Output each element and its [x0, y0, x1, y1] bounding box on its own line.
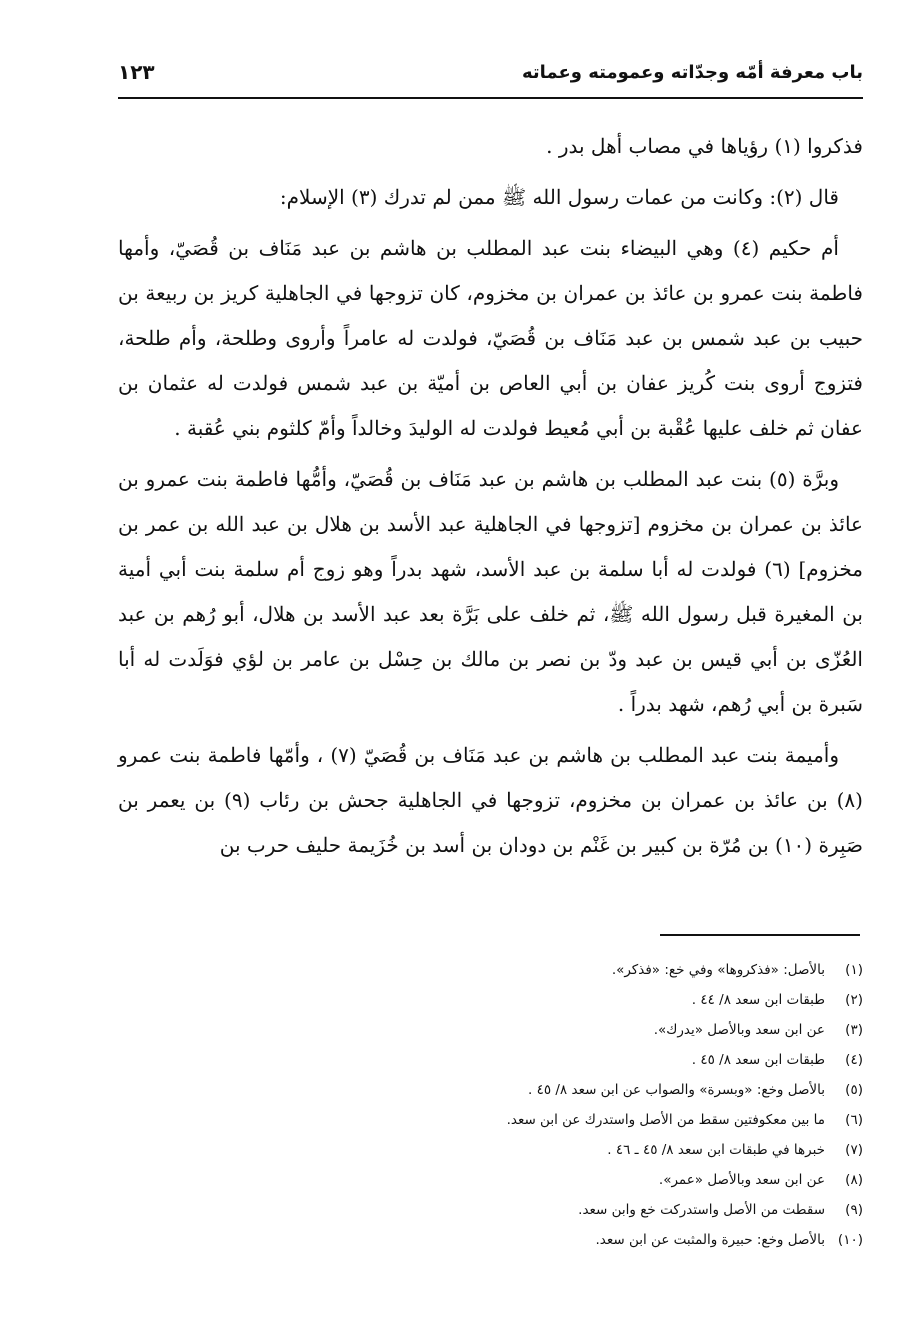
footnote-item [118, 1045, 863, 1075]
paragraph: وبرَّة (٥) بنت عبد المطلب بن هاشم بن عبد مَنَاف بن قُصَيّ، وأمُّها فاطمة بنت عمرو بن عائذ بن عمران بن مخزوم [تزوجها في الجاهلية عبد الأسد بن هلال بن عبد الله بن عمر بن مخزوم] (٦) فولدت له أبا سلمة بن عبد الأسد، شهد بدراً وهو زوج أم سلمة بنت أبي أمية بن المغيرة قبل رسول الله ﷺ، ثم خلف على بَرَّة بعد عبد الأسد بن هلال، أبو رُهم بن عبد العُزّى بن أبي قيس بن عبد ودّ بن نصر بن مالك بن حِسْل بن عامر بن لؤي فوَلَدت له أبا سَبرة بن أبي رُهم، شهد بدراً . [118, 467, 863, 716]
footnote-text: طبقات ابن سعد ٨/ ٤٤ . [691, 992, 825, 1008]
footnote-item [118, 1135, 863, 1165]
page-number: ١٢٣ [118, 60, 155, 84]
footnote-text: خبرها في طبقات ابن سعد ٨/ ٤٥ ـ ٤٦ . [607, 1142, 825, 1158]
footnote-item [118, 1195, 863, 1225]
footnote-text: بالأصل وخع: «وبسرة» والصواب عن ابن سعد ٨/ ٤٥ . [527, 1082, 825, 1098]
paragraph: قال (٢): وكانت من عمات رسول الله ﷺ ممن لم تدرك (٣) الإسلام: [279, 185, 839, 209]
footnote-item [118, 1015, 863, 1045]
footnote-text: عن ابن سعد وبالأصل «عمر». [658, 1172, 825, 1188]
header-divider [118, 97, 863, 99]
footnote-text: ما بين معكوفتين سقط من الأصل واستدرك عن ابن سعد. [506, 1112, 825, 1128]
footnote-text: بالأصل: «فذكروها» وفي خع: «فذكر». [611, 962, 825, 978]
footnote-text: بالأصل وخع: حبيرة والمثبت عن ابن سعد. [595, 1232, 825, 1248]
footnote-text: عن ابن سعد وبالأصل «يدرك». [653, 1022, 825, 1038]
running-title: باب معرفة أمّه وجدّاته وعمومته وعماته [521, 62, 863, 83]
paragraph: فذكروا (١) رؤياها في مصاب أهل بدر . [546, 134, 863, 158]
footnote-number: (٩) [845, 1202, 863, 1218]
footnote-item [118, 1165, 863, 1195]
footnote-item [118, 1075, 863, 1105]
footnote-number: (٧) [845, 1142, 863, 1158]
footnote-item [118, 955, 863, 985]
paragraph: أم حكيم (٤) وهي البيضاء بنت عبد المطلب بن هاشم بن عبد مَنَاف بن قُصَيّ، وأمها فاطمة بنت عمرو بن عائذ بن عمران بن مخزوم، كان تزوجها في الجاهلية كريز بن ربيعة بن حبيب بن عبد شمس بن عبد مَنَاف بن قُصَيّ، فولدت له عامراً وأروى وطلحة، وأم طلحة، فتزوج أروى بنت كُريز عفان بن أبي العاص بن أميّة بن عبد شمس فولدت له عثمان بن عفان ثم خلف عليها عُقْبة بن أبي مُعيط فولدت له الوليدَ وخالداً وأمّ كلثوم بني عُقبة . [118, 236, 863, 440]
footnote-divider [660, 934, 860, 936]
page-header [118, 58, 863, 94]
footnote-text: سقطت من الأصل واستدركت خع وابن سعد. [578, 1202, 825, 1218]
footnote-number: (٤) [845, 1052, 863, 1068]
footnote-number: (١٠) [837, 1232, 863, 1248]
main-text [118, 124, 863, 874]
footnote-number: (١) [845, 962, 863, 978]
footnote-number: (٢) [845, 992, 863, 1008]
footnote-number: (٨) [845, 1172, 863, 1188]
footnote-number: (٣) [845, 1022, 863, 1038]
footnote-item [118, 1225, 863, 1255]
footnote-item [118, 1105, 863, 1135]
footnote-text: طبقات ابن سعد ٨/ ٤٥ . [691, 1052, 825, 1068]
paragraph: وأميمة بنت عبد المطلب بن هاشم بن عبد مَنَاف بن قُصَيّ (٧) ، وأمّها فاطمة بنت عمرو (٨) بن عائذ بن عمران بن مخزوم، تزوجها في الجاهلية جحش بن رئاب (٩) بن يعمر بن صَبِرة (١٠) بن مُرّة بن كبير بن غَنْم بن دودان بن أسد بن خُزَيمة حليف حرب بن [118, 743, 863, 857]
footnote-item [118, 985, 863, 1015]
footnotes [118, 955, 863, 1255]
footnote-number: (٦) [845, 1112, 863, 1128]
footnote-number: (٥) [845, 1082, 863, 1098]
